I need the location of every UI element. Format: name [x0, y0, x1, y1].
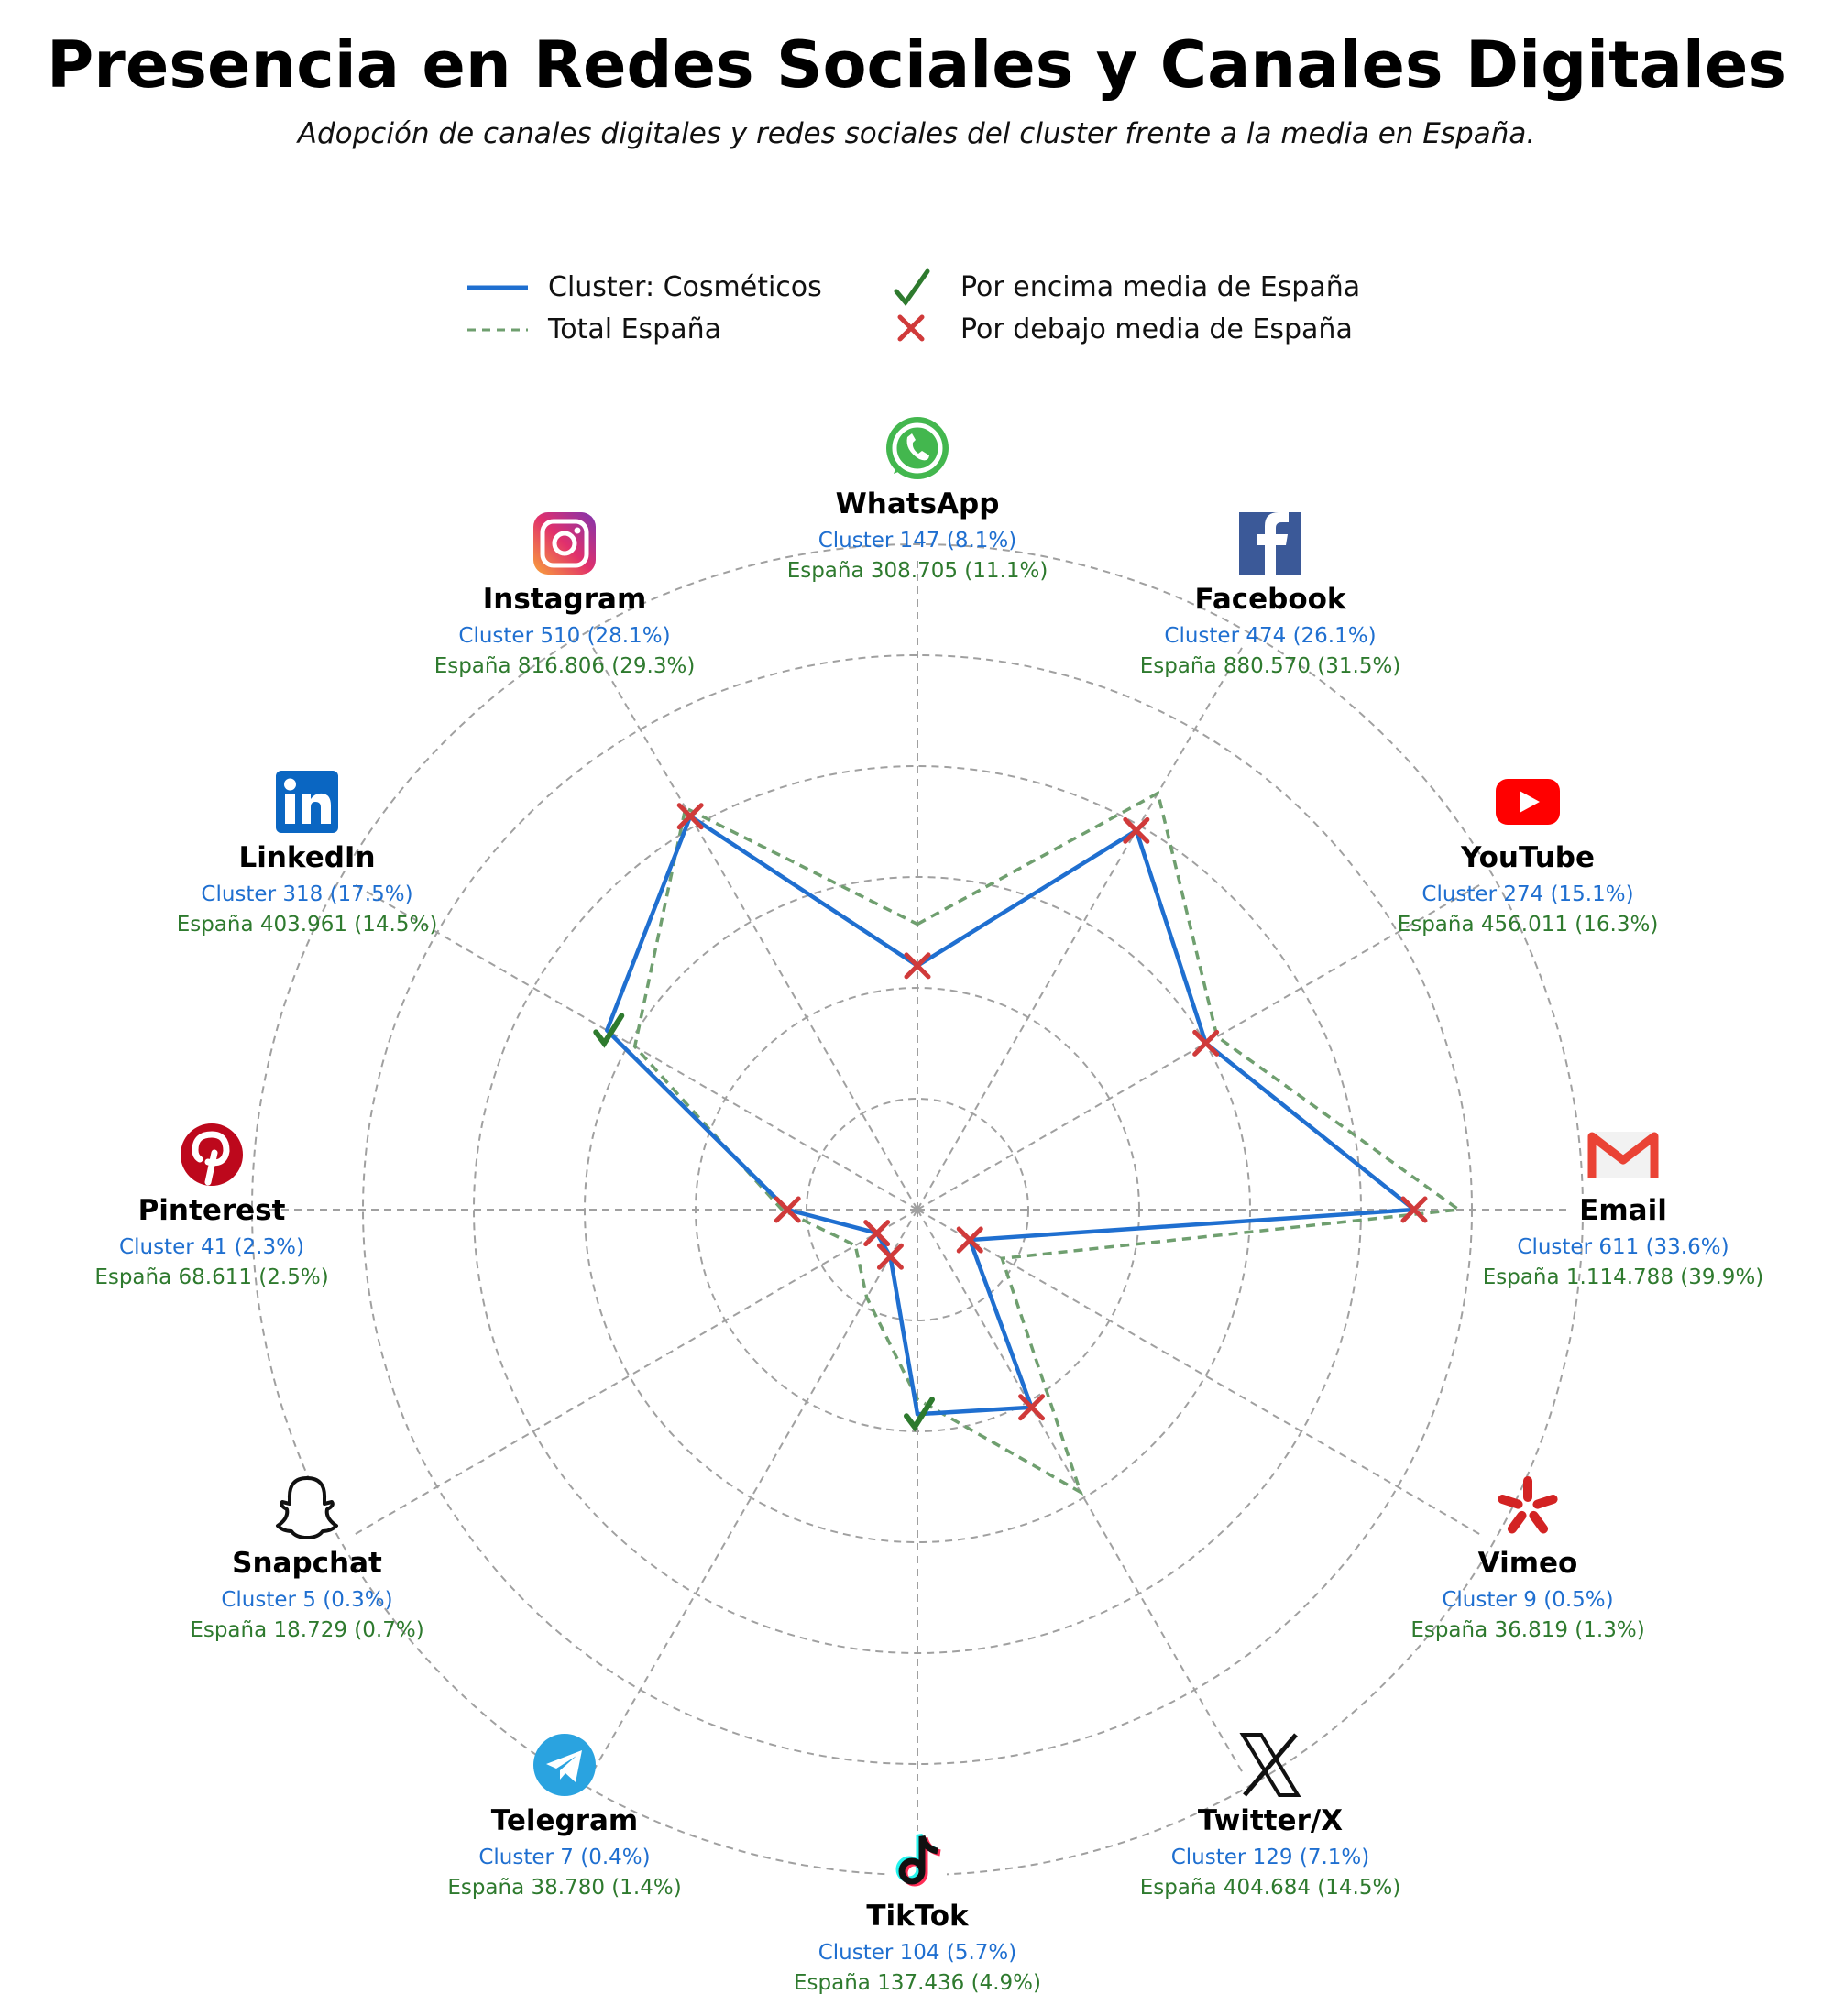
youtube-icon	[1496, 779, 1560, 825]
legend-below-label: Por debajo media de España	[960, 313, 1353, 345]
facebook-icon	[1239, 512, 1301, 575]
axis-label-youtube	[1398, 779, 1659, 937]
axis-label-linkedin	[177, 771, 438, 937]
instagram-icon	[533, 512, 596, 575]
vimeo-icon	[1497, 1476, 1559, 1535]
chart-title: Presencia en Redes Sociales y Canales Digitales	[47, 27, 1786, 103]
spain-value-facebook: España 880.570 (31.5%)	[1139, 654, 1401, 678]
gmail-icon	[1592, 1132, 1654, 1178]
axis-name-instagram: Instagram	[482, 583, 647, 616]
legend-cluster-label: Cluster: Cosméticos	[548, 271, 822, 303]
cluster-value-instagram: Cluster 510 (28.1%)	[458, 624, 671, 648]
spain-value-telegram: España 38.780 (1.4%)	[447, 1876, 682, 1900]
grid-spoke	[592, 646, 917, 1210]
axis-name-vimeo: Vimeo	[1477, 1547, 1578, 1580]
linkedin-icon	[276, 771, 338, 833]
axis-name-linkedin: LinkedIn	[238, 841, 376, 874]
axis-name-snapchat: Snapchat	[232, 1547, 382, 1580]
spain-value-tiktok: España 137.436 (4.9%)	[794, 1971, 1041, 1995]
chart-subtitle: Adopción de canales digitales y redes sociales del cluster frente a la media en España.	[297, 117, 1536, 150]
axis-label-instagram	[434, 512, 696, 678]
spain-value-youtube: España 456.011 (16.3%)	[1397, 913, 1659, 937]
cluster-value-snapchat: Cluster 5 (0.3%)	[221, 1588, 393, 1612]
spain-value-pinterest: España 68.611 (2.5%)	[94, 1265, 329, 1289]
pinterest-icon	[181, 1123, 243, 1186]
spain-value-linkedin: España 403.961 (14.5%)	[176, 913, 438, 937]
cluster-value-twitterx: Cluster 129 (7.1%)	[1170, 1846, 1370, 1869]
cluster-value-linkedin: Cluster 318 (17.5%)	[201, 882, 413, 906]
spain-value-whatsapp: España 308.705 (11.1%)	[786, 559, 1048, 583]
axis-label-whatsapp	[787, 417, 1048, 583]
telegram-icon	[533, 1734, 596, 1796]
whatsapp-icon	[886, 417, 949, 479]
marker-below-youtube	[1195, 1032, 1217, 1054]
axis-label-facebook	[1140, 512, 1401, 678]
snapchat-icon	[278, 1478, 336, 1538]
axis-label-pinterest	[94, 1123, 328, 1289]
axis-name-twitterx: Twitter/X	[1197, 1804, 1344, 1837]
cluster-value-youtube: Cluster 274 (15.1%)	[1421, 882, 1634, 906]
axis-label-tiktok	[794, 1831, 1041, 1995]
axis-name-pinterest: Pinterest	[137, 1194, 286, 1227]
spain-value-instagram: España 816.806 (29.3%)	[434, 654, 696, 678]
legend-spain-label: Total España	[548, 313, 722, 345]
tiktok-icon	[888, 1831, 947, 1890]
axis-name-telegram: Telegram	[490, 1804, 639, 1837]
axis-label-twitterx	[1140, 1735, 1401, 1900]
cluster-value-whatsapp: Cluster 147 (8.1%)	[818, 529, 1017, 553]
axis-name-email: Email	[1579, 1194, 1667, 1227]
cluster-value-vimeo: Cluster 9 (0.5%)	[1442, 1588, 1614, 1612]
cluster-value-telegram: Cluster 7 (0.4%)	[478, 1846, 651, 1869]
grid-spoke	[592, 1210, 917, 1773]
x-icon	[1243, 1735, 1298, 1795]
axis-name-whatsapp: WhatsApp	[835, 488, 1000, 520]
axis-label-snapchat	[190, 1478, 423, 1642]
grid-spoke	[354, 1210, 917, 1535]
grid-spoke	[917, 646, 1243, 1210]
axis-name-facebook: Facebook	[1194, 583, 1346, 616]
series-spain	[635, 794, 1459, 1493]
spain-value-email: España 1.114.788 (39.9%)	[1482, 1265, 1764, 1289]
marker-below-facebook	[1125, 819, 1147, 841]
spain-value-snapchat: España 18.729 (0.7%)	[190, 1618, 424, 1642]
axis-label-vimeo	[1410, 1476, 1644, 1642]
radar-grid	[252, 544, 1583, 1875]
cluster-value-tiktok: Cluster 104 (5.7%)	[818, 1941, 1017, 1965]
legend-above-label: Por encima media de España	[960, 271, 1361, 303]
radar-axis-labels	[94, 417, 1763, 1995]
axis-name-tiktok: TikTok	[866, 1900, 969, 1933]
radar-markers	[596, 805, 1425, 1427]
spain-value-twitterx: España 404.684 (14.5%)	[1139, 1876, 1401, 1900]
cluster-value-facebook: Cluster 474 (26.1%)	[1164, 624, 1377, 648]
spain-value-vimeo: España 36.819 (1.3%)	[1410, 1618, 1645, 1642]
axis-name-youtube: YouTube	[1461, 841, 1595, 874]
cluster-value-pinterest: Cluster 41 (2.3%)	[119, 1235, 304, 1259]
series-cluster	[607, 816, 1414, 1414]
cluster-value-email: Cluster 611 (33.6%)	[1517, 1235, 1729, 1259]
